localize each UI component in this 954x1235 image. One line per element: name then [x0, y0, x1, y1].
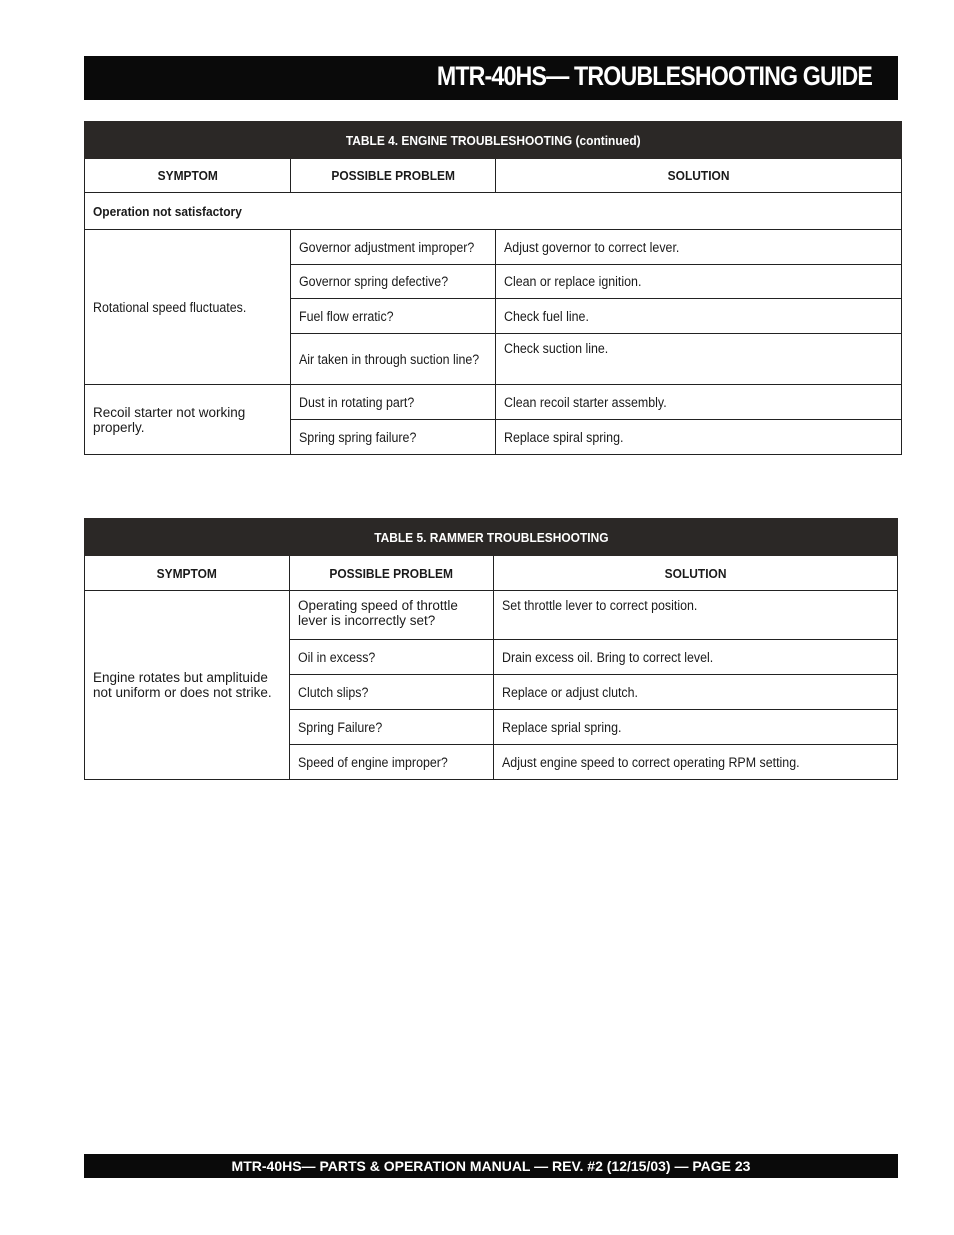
solution-cell: Replace sprial spring.	[494, 710, 898, 745]
page-footer	[84, 1154, 898, 1178]
symptom-cell: Recoil starter not working properly.	[85, 385, 291, 455]
column-header-symptom: SYMPTOM	[85, 556, 290, 591]
problem-cell: Governor spring defective?	[291, 265, 496, 299]
section-heading: Operation not satisfactory	[85, 193, 902, 230]
footer-text: MTR-40HS— PARTS & OPERATION MANUAL — REV. #2 (12/15/03) — PAGE 23	[231, 1158, 751, 1174]
solution-cell: Replace spiral spring.	[496, 420, 902, 455]
column-header-solution: SOLUTION	[496, 159, 902, 193]
page-title: MTR-40HS— TROUBLESHOOTING GUIDE	[436, 61, 872, 91]
problem-cell: Spring spring failure?	[291, 420, 496, 455]
table-row	[85, 591, 898, 640]
symptom-cell: Rotational speed fluctuates.	[85, 230, 291, 385]
solution-cell: Clean or replace ignition.	[496, 265, 902, 299]
table-caption: TABLE 4. ENGINE TROUBLESHOOTING (continued)	[85, 122, 902, 159]
engine-troubleshooting-table	[84, 121, 902, 455]
column-header-symptom: SYMPTOM	[85, 159, 291, 193]
solution-cell: Adjust governor to correct lever.	[496, 230, 902, 265]
table-caption: TABLE 5. RAMMER TROUBLESHOOTING	[85, 519, 898, 556]
solution-cell: Set throttle lever to correct position.	[494, 591, 898, 640]
solution-cell: Check suction line.	[496, 334, 902, 385]
problem-cell: Fuel flow erratic?	[291, 299, 496, 334]
problem-cell: Speed of engine improper?	[290, 745, 494, 780]
column-header-possible-problem: POSSIBLE PROBLEM	[291, 159, 496, 193]
problem-cell: Oil in excess?	[290, 640, 494, 675]
solution-cell: Adjust engine speed to correct operating RPM setting.	[494, 745, 898, 780]
rammer-troubleshooting-table	[84, 518, 898, 780]
problem-cell: Dust in rotating part?	[291, 385, 496, 420]
solution-cell: Clean recoil starter assembly.	[496, 385, 902, 420]
problem-cell: Air taken in through suction line?	[291, 334, 496, 385]
problem-cell: Clutch slips?	[290, 675, 494, 710]
solution-cell: Check fuel line.	[496, 299, 902, 334]
symptom-cell: Engine rotates but amplituide not uniform or does not strike.	[85, 591, 290, 780]
table-row	[85, 385, 902, 420]
problem-cell: Operating speed of throttle lever is incorrectly set?	[290, 591, 494, 640]
problem-cell: Governor adjustment improper?	[291, 230, 496, 265]
column-header-possible-problem: POSSIBLE PROBLEM	[290, 556, 494, 591]
column-header-solution: SOLUTION	[494, 556, 898, 591]
table-row	[85, 230, 902, 265]
page-header	[84, 56, 898, 100]
solution-cell: Drain excess oil. Bring to correct level.	[494, 640, 898, 675]
solution-cell: Replace or adjust clutch.	[494, 675, 898, 710]
problem-cell: Spring Failure?	[290, 710, 494, 745]
